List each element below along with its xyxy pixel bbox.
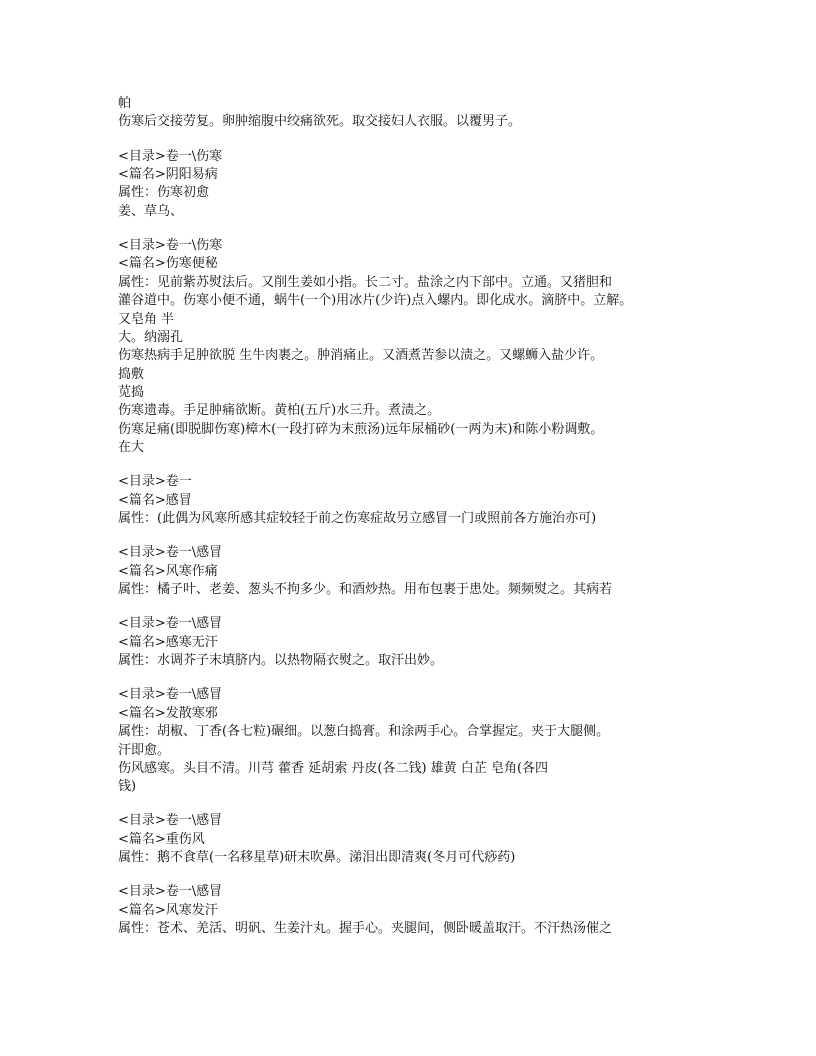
blank-line bbox=[118, 671, 718, 687]
blank-line bbox=[118, 868, 718, 884]
text-line: 伤寒遗毒。手足肿痛欲断。黄柏(五斤)水三升。煮渍之。 bbox=[118, 403, 441, 419]
blank-line bbox=[118, 529, 718, 545]
text-line: 属性：胡椒、丁香(各七粒)碾细。以葱白捣膏。和涂两手心。合掌握定。夹于大腿侧。 bbox=[118, 724, 610, 740]
blank-line bbox=[118, 221, 718, 237]
text-line: 捣敷 bbox=[118, 366, 145, 382]
text-line: 又皂角 半 bbox=[118, 311, 175, 327]
text-line: <篇名>发散寒邪 bbox=[118, 705, 218, 721]
text-line: 姜、草乌、 bbox=[118, 203, 184, 219]
text-line: <篇名>感寒无汗 bbox=[118, 634, 218, 650]
text-line: <目录>卷一\伤寒 bbox=[118, 237, 223, 253]
text-line: 伤寒后交接劳复。卵肿缩腹中绞痛欲死。取交接妇人衣服。以覆男子。 bbox=[118, 114, 522, 130]
text-line: 在大 bbox=[118, 440, 145, 456]
text-line: 属性：鹅不食草(一名移星草)研末吹鼻。涕泪出即清爽(冬月可代痧药) bbox=[118, 850, 516, 866]
text-line: 汗即愈。 bbox=[118, 742, 171, 758]
text-line: <目录>卷一 bbox=[118, 474, 192, 490]
text-line: 属性：水调芥子末填脐内。以热物隔衣熨之。取汗出妙。 bbox=[118, 653, 444, 669]
blank-line bbox=[118, 600, 718, 616]
blank-line bbox=[118, 458, 718, 474]
text-line: 帕 bbox=[118, 96, 132, 111]
text-line: <篇名>重伤风 bbox=[118, 831, 205, 847]
text-line: 灌谷道中。伤寒小便不通，蜗牛(一个)用冰片(少许)点入螺内。即化成水。滴脐中。立解。 bbox=[118, 293, 633, 309]
text-line: 属性：伤寒初愈 bbox=[118, 185, 210, 201]
text-line: 属性：(此偶为风寒所感其症较轻于前之伤寒症故另立感冒一门或照前各方施治亦可) bbox=[118, 511, 597, 527]
text-line: 大。纳溺孔 bbox=[118, 329, 184, 345]
text-line: 苋捣 bbox=[118, 385, 145, 401]
text-line: 钱) bbox=[118, 779, 137, 795]
text-line: 属性：橘子叶、老姜、葱头不拘多少。和酒炒热。用布包裹于患处。频频熨之。其病若 bbox=[118, 582, 613, 598]
text-line: <篇名>风寒发汗 bbox=[118, 902, 218, 918]
text-line: 伤寒足痛(即脱脚伤寒)樟木(一段打碎为末煎汤)远年尿桶砂(一两为末)和陈小粉调敷。 bbox=[118, 421, 604, 437]
text-line: <篇名>风寒作痛 bbox=[118, 563, 218, 579]
text-line: 伤风感寒。头目不清。川芎 藿香 延胡索 丹皮(各二钱) 雄黄 白芷 皂角(各四 bbox=[118, 760, 549, 776]
blank-line bbox=[118, 797, 718, 813]
text-line: <目录>卷一\感冒 bbox=[118, 884, 223, 900]
text-line: <目录>卷一\感冒 bbox=[118, 813, 223, 829]
text-line: <篇名>伤寒便秘 bbox=[118, 256, 218, 272]
blank-line bbox=[118, 132, 718, 148]
text-line: <目录>卷一\感冒 bbox=[118, 545, 223, 561]
document-page bbox=[118, 95, 718, 939]
text-line: 伤寒热病手足肿欲脱 生牛肉裹之。肿消痛止。又酒煮苦参以渍之。又螺蛳入盐少许。 bbox=[118, 348, 604, 364]
text-line: 属性：苍术、羌活、明矾、生姜汁丸。握手心。夹腿间，侧卧暖盖取汗。不汗热汤催之 bbox=[118, 921, 613, 937]
text-line: <篇名>感冒 bbox=[118, 492, 192, 508]
text-line: 属性：见前紫苏熨法后。又削生姜如小指。长二寸。盐涂之内下部中。立通。又猪胆和 bbox=[118, 274, 613, 290]
text-line: <目录>卷一\感冒 bbox=[118, 687, 223, 703]
text-line: <目录>卷一\伤寒 bbox=[118, 148, 223, 164]
text-line: <篇名>阴阳易病 bbox=[118, 166, 218, 182]
text-line: <目录>卷一\感冒 bbox=[118, 616, 223, 632]
